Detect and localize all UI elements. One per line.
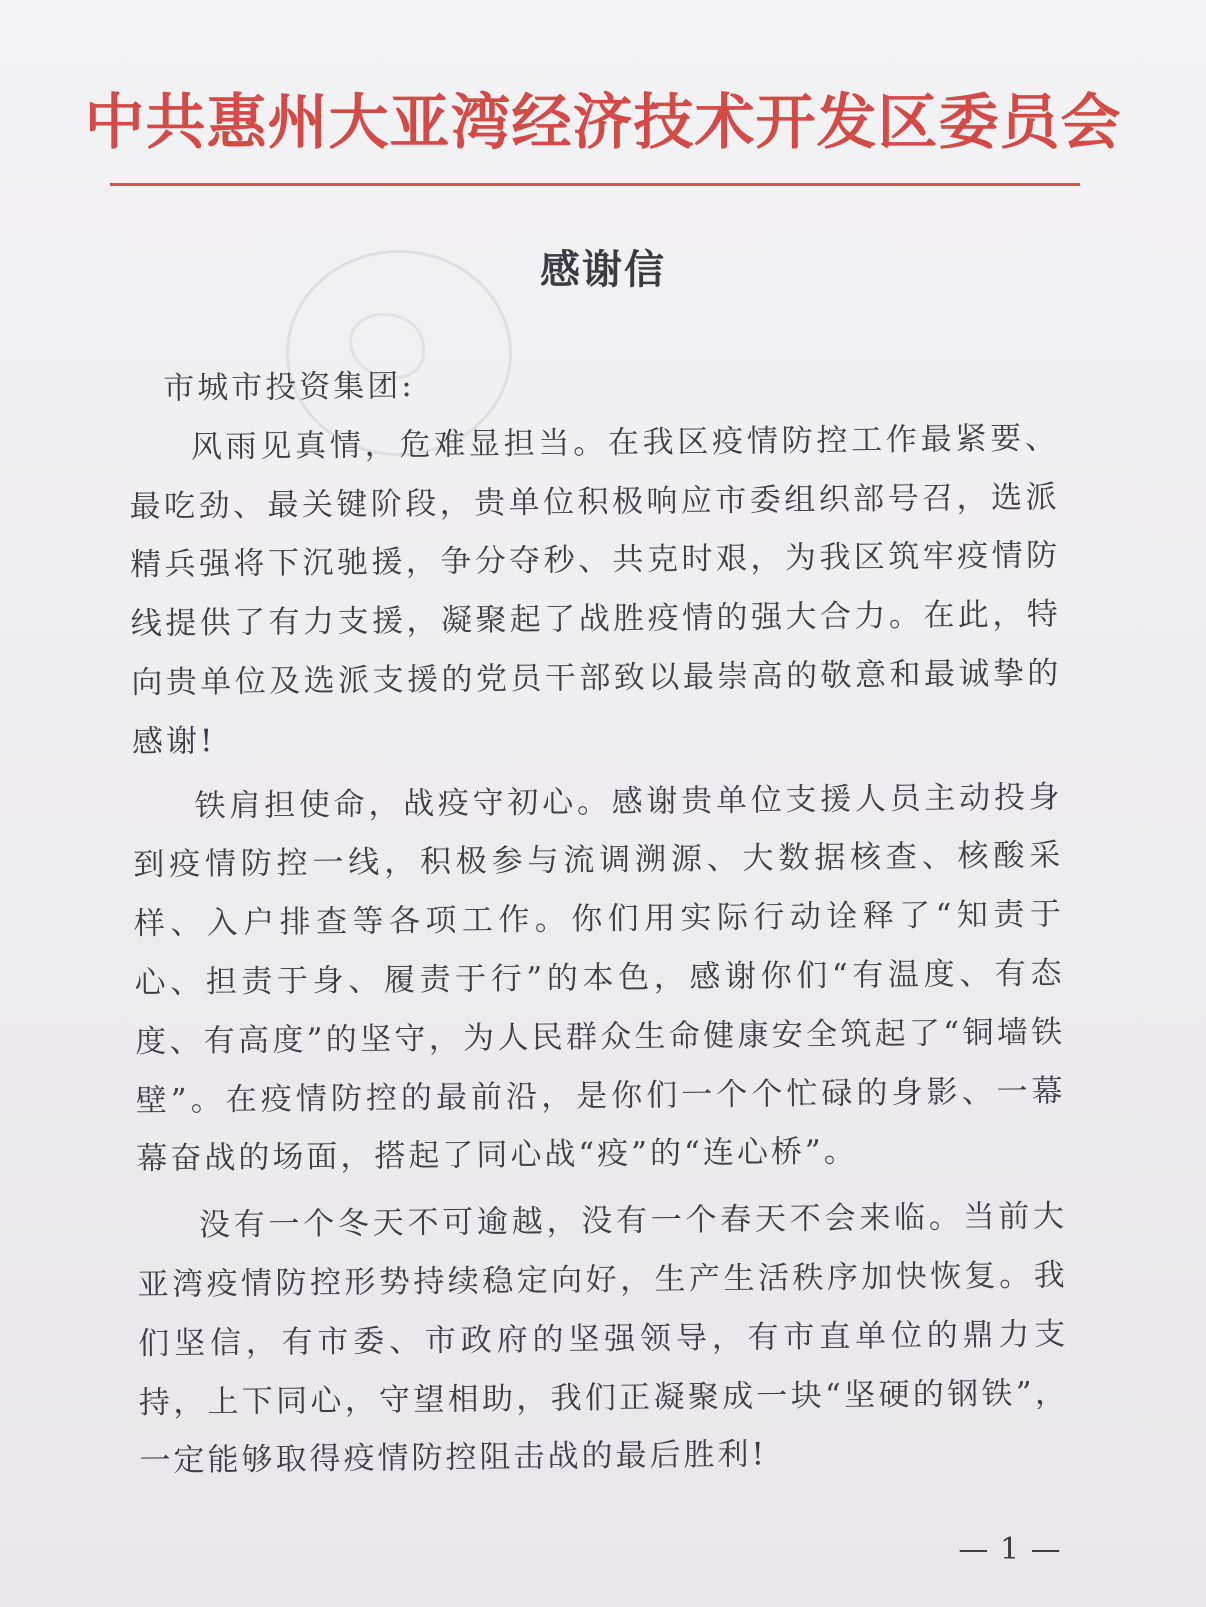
letter-title: 感谢信 <box>540 246 666 293</box>
paragraph-2: 铁肩担使命，战疫守初心。感谢贵单位支援人员主动投身到疫情防控一线，积极参与流调溯源、大数据核查、核酸采样、入户排查等各项工作。你们用实际行动诠释了“知责于心、担责于身、履责于行”的本色，感谢你们“有温度、有态度、有高度”的坚守，为人民群众生命健康安全筑起了“铜墙铁壁”。在疫情防控的最前沿，是你们一个个忙碌的身影、一幕幕奋战的场面，搭起了同心战“疫”的“连心桥”。 <box>133 778 1066 1178</box>
letter-body <box>128 350 1070 1491</box>
paragraph-1: 风雨见真情，危难显担当。在我区疫情防控工作最紧要、最吃劲、最关键阶段，贵单位积极响应市委组织部号召，选派精兵强将下沉驰援，争分夺秒、共克时艰，为我区筑牢疫情防线提供了有力支援，凝聚起了战胜疫情的强大合力。在此，特向贵单位及选派支援的党员干部致以最崇高的敬意和最诚挚的感谢! <box>129 420 1062 760</box>
paragraph-3: 没有一个冬天不可逾越，没有一个春天不会来临。当前大亚湾疫情防控形势持续稳定向好，生产生活秩序加快恢复。我们坚信，有市委、市政府的坚强领导，有市直单位的鼎力支持，上下同心，守望相助，我们正凝聚成一块“坚硬的钢铁”，一定能够取得疫情防控阻击战的最后胜利! <box>137 1198 1070 1480</box>
letterhead-red-rule <box>110 183 1080 186</box>
salutation: 市城市投资集团: <box>163 367 415 407</box>
page-number: — 1 — <box>958 1532 1062 1567</box>
letterhead-title: 中共惠州大亚湾经济技术开发区委员会 <box>84 88 1122 158</box>
